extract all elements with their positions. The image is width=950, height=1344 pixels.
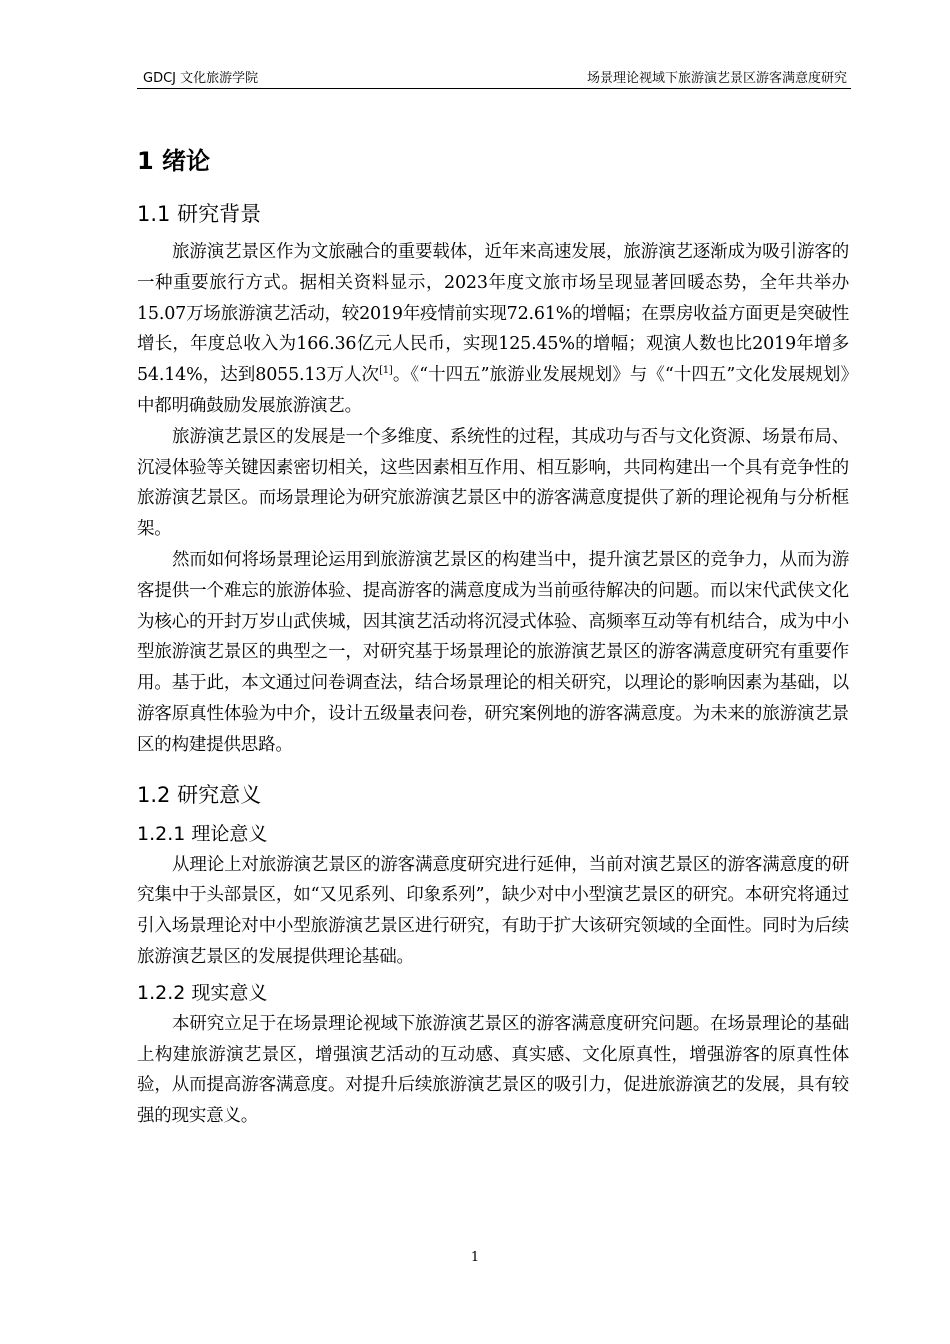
paragraph-background-2: 旅游演艺景区的发展是一个多维度、系统性的过程，其成功与否与文化资源、场景布局、沉浸体验等关键因素密切相关，这些因素相互作用、相互影响，共同构建出一个具有竞争性的旅游演艺景区。而场景理论为研究旅游演艺景区中的游客满意度提供了新的理论视角与分析框架。 [137, 426, 849, 540]
running-header [137, 66, 851, 89]
main-content [137, 142, 849, 1132]
section-title-background: 1.1 研究背景 [137, 202, 262, 226]
paragraph-text: 旅游演艺景区作为文旅融合的重要载体，近年来高速发展，旅游演艺逐渐成为吸引游客的一种重要旅行方式。据相关资料显示，2023年度文旅市场呈现显著回暖态势，全年共举办15.07万场旅游演艺活动，较2019年疫情前实现72.61%的增幅；在票房收益方面更是突破性增长，年度总收入为166.36亿元人民币，实现125.45%的增幅；观演人数也比2019年增多54.14%，达到8055.13万人次 [137, 242, 849, 386]
citation-ref[interactable]: [1] [379, 365, 393, 377]
paragraph-theory: 从理论上对旅游演艺景区的游客满意度研究进行延伸，当前对演艺景区的游客满意度的研究集中于头部景区，如“又见系列、印象系列”，缺少对中小型演艺景区的研究。本研究将通过引入场景理论对中小型旅游演艺景区进行研究，有助于扩大该研究领域的全面性。同时为后续旅游演艺景区的发展提供理论基础。 [137, 854, 849, 967]
header-paper-title: 场景理论视域下旅游演艺景区游客满意度研究 [586, 71, 847, 86]
subsection-title-practice: 1.2.2 现实意义 [137, 981, 268, 1004]
page-number: 1 [470, 1250, 480, 1265]
subsection-title-theory: 1.2.1 理论意义 [137, 822, 268, 845]
chapter-title: 1 绪论 [137, 147, 211, 175]
paragraph-practice: 本研究立足于在场景理论视域下旅游演艺景区的游客满意度研究问题。在场景理论的基础上构建旅游演艺景区，增强演艺活动的互动感、真实感、文化原真性，增强游客的原真性体验，从而提高游客满意度。对提升后续旅游演艺景区的吸引力，促进旅游演艺的发展，具有较强的现实意义。 [137, 1013, 849, 1127]
paragraph-text: 。《“十四五”旅游业发展规划》与《“十四五”文化发展规划》中都明确鼓励发展旅游演艺。 [137, 365, 850, 416]
paragraph-background-1 [137, 237, 849, 422]
paragraph-background-3: 然而如何将场景理论运用到旅游演艺景区的构建当中，提升演艺景区的竞争力，从而为游客提供一个难忘的旅游体验、提高游客的满意度成为当前亟待解决的问题。而以宋代武侠文化为核心的开封万岁山武侠城，因其演艺活动将沉浸式体验、高频率互动等有机结合，成为中小型旅游演艺景区的典型之一，对研究基于场景理论的旅游演艺景区的游客满意度研究有重要作用。基于此，本文通过问卷调查法，结合场景理论的相关研究，以理论的影响因素为基础，以游客原真性体验为中介，设计五级量表问卷，研究案例地的游客满意度。为未来的旅游演艺景区的构建提供思路。 [137, 549, 849, 755]
header-institution: GDCJ 文化旅游学院 [143, 71, 259, 86]
section-title-significance: 1.2 研究意义 [137, 782, 262, 807]
